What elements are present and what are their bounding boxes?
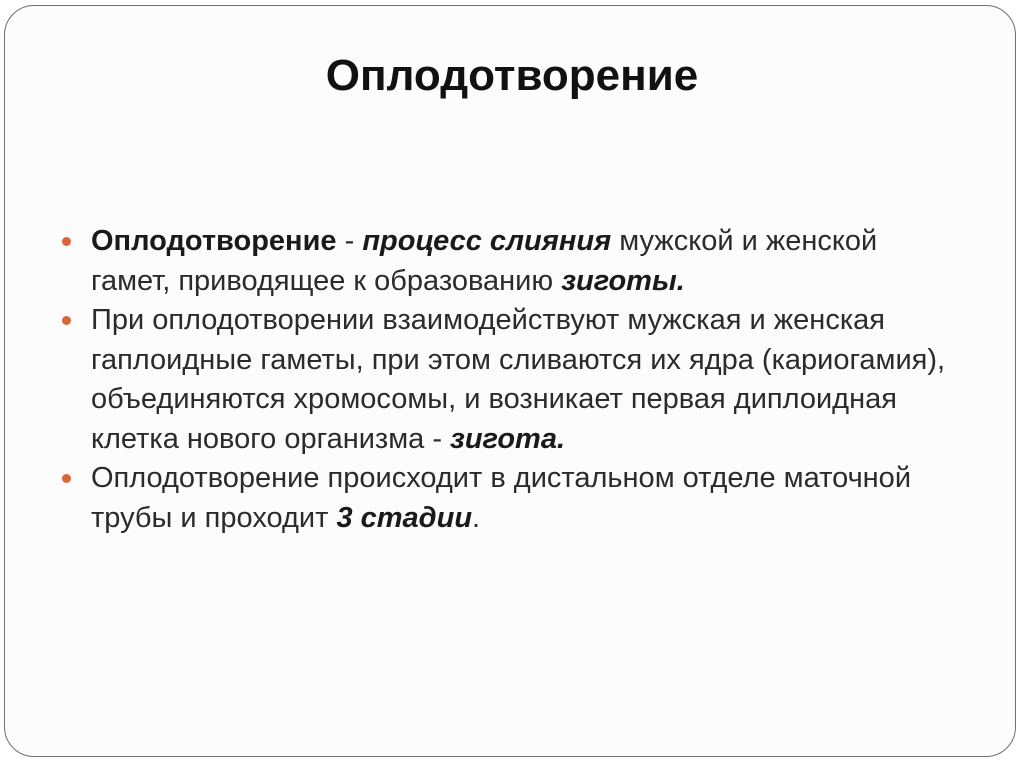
bullet-term: Оплодотворение [91,225,337,257]
bullet-emphasis: зигота. [450,422,565,455]
bullet-item-process [60,301,960,459]
bullet-item-location [60,459,960,538]
bullet-text: При оплодотворении взаимодействуют мужская и женская гаплоидные гаметы, при этом сливаются их ядра (кариогамия), объединяются хромосомы, и возникает первая диплоидная клетка нового организма - [91,304,946,455]
bullet-dot [62,474,71,483]
bullet-emphasis-end: зиготы. [561,264,685,297]
bullet-text-end: . [472,501,481,534]
bullet-text: мужской и женской гамет, приводящее к образованию [91,225,878,297]
slide-title: Оплодотворение [325,51,699,100]
bullet-emphasis: процесс слияния [362,225,612,257]
bullet-dot [62,316,71,325]
bullet-dot [62,237,71,246]
bullet-emphasis: 3 стадии [336,501,473,534]
bullet-text: Оплодотворение происходит в дистальном отделе маточной трубы и проходит [91,462,912,534]
bullet-list [60,222,960,538]
bullet-separator: - [336,225,363,257]
bullet-item-definition [60,222,960,301]
